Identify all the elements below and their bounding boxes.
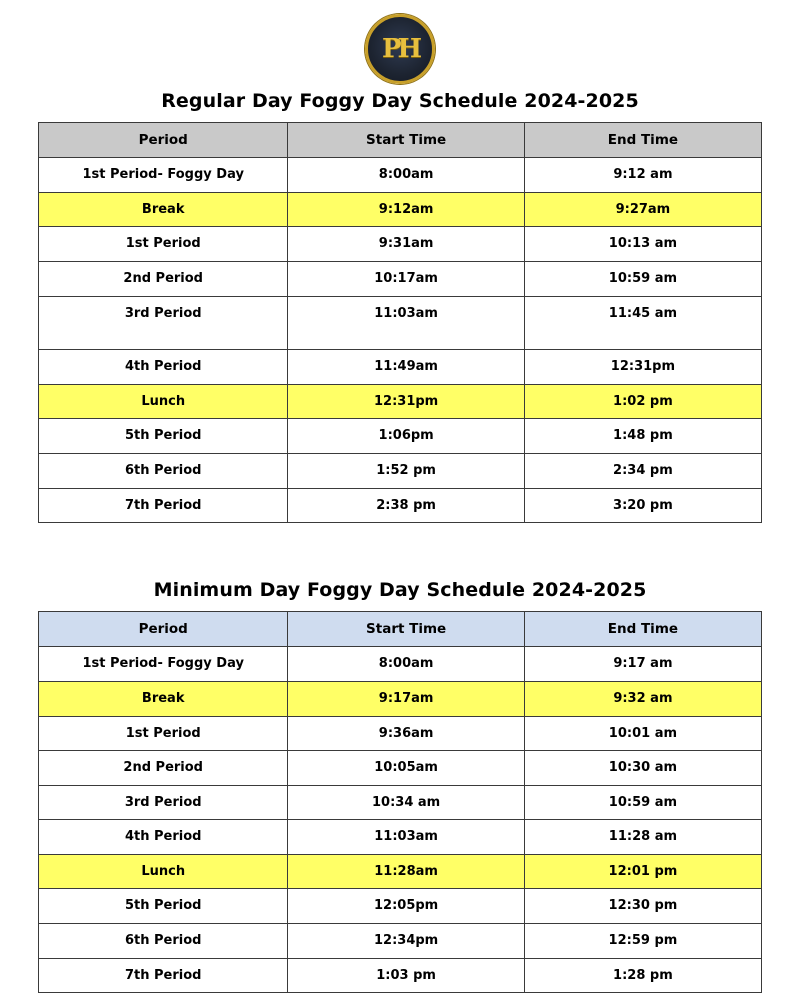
table-row	[39, 227, 762, 262]
cell-end-time: 11:28 am	[524, 820, 761, 855]
cell-end-time: 3:20 pm	[524, 488, 761, 523]
cell-period: 1st Period- Foggy Day	[39, 158, 288, 193]
cell-end-time: 10:30 am	[524, 751, 761, 786]
cell-end-time: 1:02 pm	[524, 384, 761, 419]
table-row	[39, 647, 762, 682]
table-header-row	[39, 612, 762, 647]
regular-day-schedule-table	[38, 122, 762, 523]
cell-period: 7th Period	[39, 488, 288, 523]
cell-start-time: 9:12am	[288, 192, 524, 227]
cell-end-time: 11:45 am	[524, 296, 761, 350]
cell-period: 1st Period	[39, 227, 288, 262]
cell-end-time: 10:01 am	[524, 716, 761, 751]
table-row	[39, 488, 762, 523]
cell-start-time: 9:31am	[288, 227, 524, 262]
cell-start-time: 12:31pm	[288, 384, 524, 419]
table-row	[39, 453, 762, 488]
cell-end-time: 1:48 pm	[524, 419, 761, 454]
cell-end-time: 12:59 pm	[524, 924, 761, 959]
cell-end-time: 10:59 am	[524, 261, 761, 296]
cell-start-time: 11:49am	[288, 350, 524, 385]
cell-start-time: 2:38 pm	[288, 488, 524, 523]
column-header-end-time: End Time	[524, 612, 761, 647]
column-header-period: Period	[39, 612, 288, 647]
table-row	[39, 958, 762, 993]
cell-end-time: 9:27am	[524, 192, 761, 227]
cell-end-time: 10:13 am	[524, 227, 761, 262]
cell-start-time: 8:00am	[288, 647, 524, 682]
school-crest-logo	[365, 14, 435, 84]
cell-end-time: 2:34 pm	[524, 453, 761, 488]
cell-period: Break	[39, 681, 288, 716]
cell-start-time: 12:05pm	[288, 889, 524, 924]
cell-period: Lunch	[39, 384, 288, 419]
cell-end-time: 12:01 pm	[524, 854, 761, 889]
cell-start-time: 11:03am	[288, 820, 524, 855]
cell-period: 3rd Period	[39, 296, 288, 350]
table-row	[39, 419, 762, 454]
cell-start-time: 9:17am	[288, 681, 524, 716]
cell-start-time: 12:34pm	[288, 924, 524, 959]
cell-start-time: 11:28am	[288, 854, 524, 889]
cell-period: 6th Period	[39, 924, 288, 959]
column-header-end-time: End Time	[524, 123, 761, 158]
table-header-row	[39, 123, 762, 158]
table-row	[39, 751, 762, 786]
minimum-day-schedule-table	[38, 611, 762, 993]
cell-start-time: 1:06pm	[288, 419, 524, 454]
page-title-minimum: Minimum Day Foggy Day Schedule 2024-2025	[153, 579, 647, 602]
cell-period: 1st Period- Foggy Day	[39, 647, 288, 682]
table-row	[39, 384, 762, 419]
cell-end-time: 1:28 pm	[524, 958, 761, 993]
cell-start-time: 10:34 am	[288, 785, 524, 820]
cell-period: 3rd Period	[39, 785, 288, 820]
table-row	[39, 296, 762, 350]
column-header-start-time: Start Time	[288, 123, 524, 158]
table-row	[39, 854, 762, 889]
table-row	[39, 716, 762, 751]
table-row	[39, 158, 762, 193]
cell-start-time: 11:03am	[288, 296, 524, 350]
regular-day-section	[38, 90, 762, 523]
cell-period: 6th Period	[39, 453, 288, 488]
cell-period: 4th Period	[39, 820, 288, 855]
cell-period: 5th Period	[39, 419, 288, 454]
column-header-start-time: Start Time	[288, 612, 524, 647]
table-row	[39, 924, 762, 959]
column-header-period: Period	[39, 123, 288, 158]
table-row	[39, 261, 762, 296]
logo-container	[0, 0, 800, 90]
cell-end-time: 12:30 pm	[524, 889, 761, 924]
cell-period: Lunch	[39, 854, 288, 889]
cell-end-time: 9:17 am	[524, 647, 761, 682]
cell-start-time: 8:00am	[288, 158, 524, 193]
cell-end-time: 10:59 am	[524, 785, 761, 820]
cell-period: 5th Period	[39, 889, 288, 924]
cell-period: 7th Period	[39, 958, 288, 993]
logo-monogram: PH	[381, 34, 419, 64]
cell-period: 2nd Period	[39, 751, 288, 786]
cell-end-time: 9:12 am	[524, 158, 761, 193]
table-row	[39, 681, 762, 716]
page-title-regular: Regular Day Foggy Day Schedule 2024-2025	[161, 90, 639, 112]
cell-period: 4th Period	[39, 350, 288, 385]
cell-period: Break	[39, 192, 288, 227]
cell-start-time: 9:36am	[288, 716, 524, 751]
cell-start-time: 10:17am	[288, 261, 524, 296]
cell-start-time: 1:52 pm	[288, 453, 524, 488]
table-row	[39, 889, 762, 924]
table-row	[39, 820, 762, 855]
cell-end-time: 9:32 am	[524, 681, 761, 716]
cell-start-time: 1:03 pm	[288, 958, 524, 993]
cell-start-time: 10:05am	[288, 751, 524, 786]
table-row	[39, 785, 762, 820]
minimum-day-section	[38, 579, 762, 993]
cell-end-time: 12:31pm	[524, 350, 761, 385]
cell-period: 2nd Period	[39, 261, 288, 296]
cell-period: 1st Period	[39, 716, 288, 751]
table-row	[39, 350, 762, 385]
table-row	[39, 192, 762, 227]
